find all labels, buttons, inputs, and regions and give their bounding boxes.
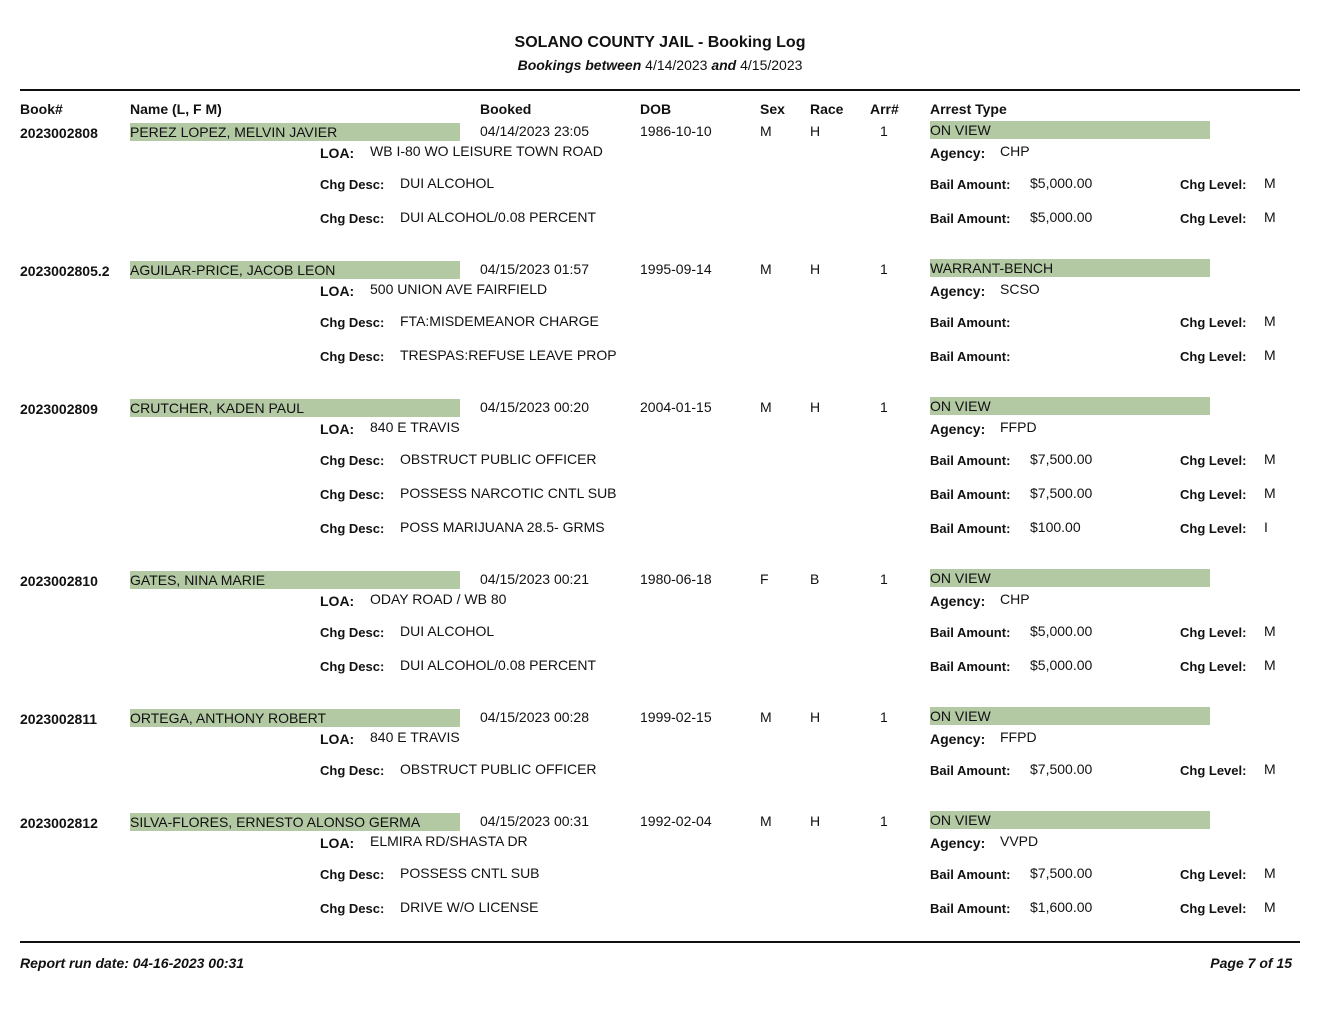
- arrest-type: ON VIEW: [930, 569, 1210, 587]
- inmate-name: AGUILAR-PRICE, JACOB LEON: [130, 261, 460, 279]
- bail-amount: $7,500.00: [1030, 865, 1093, 881]
- booking-record: [0, 123, 1320, 253]
- charge-level: M: [1264, 485, 1276, 501]
- arrest-count: 1: [880, 571, 888, 587]
- charge-level-label: Chg Level:: [1180, 763, 1247, 778]
- bail-amount: $5,000.00: [1030, 657, 1093, 673]
- bail-amount-label: Bail Amount:: [930, 901, 1011, 916]
- bail-amount-label: Bail Amount:: [930, 177, 1011, 192]
- charge-desc-label: Chg Desc:: [320, 763, 385, 778]
- arresting-agency: VVPD: [1000, 833, 1039, 849]
- arresting-agency: FFPD: [1000, 729, 1037, 745]
- report-title: SOLANO COUNTY JAIL - Booking Log: [514, 34, 806, 51]
- charge-level: M: [1264, 209, 1276, 225]
- header-rule: [20, 89, 1300, 91]
- date-to: 4/15/2023: [740, 57, 803, 73]
- loa-label: LOA:: [320, 145, 355, 161]
- loa-label: LOA:: [320, 731, 355, 747]
- charge-level-label: Chg Level:: [1180, 659, 1247, 674]
- agency-label: Agency:: [930, 835, 986, 851]
- race: H: [810, 123, 821, 139]
- report-run-date: Report run date: 04-16-2023 00:31: [20, 955, 245, 971]
- date-of-birth: 2004-01-15: [640, 399, 712, 415]
- arrest-type: ON VIEW: [930, 397, 1210, 415]
- charge-desc-label: Chg Desc:: [320, 453, 385, 468]
- sex: M: [760, 123, 772, 139]
- sex: M: [760, 813, 772, 829]
- bail-amount-label: Bail Amount:: [930, 349, 1011, 364]
- charge-level-label: Chg Level:: [1180, 315, 1247, 330]
- inmate-name: SILVA-FLORES, ERNESTO ALONSO GERMA: [130, 813, 460, 831]
- location-of-arrest: 840 E TRAVIS: [370, 729, 460, 745]
- bail-amount-label: Bail Amount:: [930, 867, 1011, 882]
- bail-amount-label: Bail Amount:: [930, 659, 1011, 674]
- bail-amount: $5,000.00: [1030, 175, 1093, 191]
- charge-description: DUI ALCOHOL/0.08 PERCENT: [400, 209, 597, 225]
- booked-datetime: 04/15/2023 00:20: [480, 399, 589, 415]
- charge-level: M: [1264, 657, 1276, 673]
- location-of-arrest: ODAY ROAD / WB 80: [370, 591, 507, 607]
- booking-number: 2023002812: [20, 815, 98, 831]
- sex: M: [760, 261, 772, 277]
- charge-description: OBSTRUCT PUBLIC OFFICER: [400, 761, 597, 777]
- bail-amount-label: Bail Amount:: [930, 763, 1011, 778]
- charge-level: M: [1264, 313, 1276, 329]
- charge-desc-label: Chg Desc:: [320, 315, 385, 330]
- bail-amount-label: Bail Amount:: [930, 211, 1011, 226]
- col-header-arrest-type: Arrest Type: [930, 101, 1007, 117]
- agency-label: Agency:: [930, 421, 986, 437]
- col-header-arr: Arr#: [870, 101, 899, 117]
- charge-desc-label: Chg Desc:: [320, 625, 385, 640]
- booking-number: 2023002810: [20, 573, 98, 589]
- charge-desc-label: Chg Desc:: [320, 867, 385, 882]
- charge-level: M: [1264, 865, 1276, 881]
- bail-amount: $7,500.00: [1030, 485, 1093, 501]
- arrest-count: 1: [880, 261, 888, 277]
- arrest-count: 1: [880, 123, 888, 139]
- booking-record: [0, 571, 1320, 701]
- charge-description: POSSESS NARCOTIC CNTL SUB: [400, 485, 617, 501]
- booked-datetime: 04/15/2023 00:28: [480, 709, 589, 725]
- inmate-name: GATES, NINA MARIE: [130, 571, 460, 589]
- arrest-type: ON VIEW: [930, 707, 1210, 725]
- charge-level-label: Chg Level:: [1180, 867, 1247, 882]
- charge-level: M: [1264, 899, 1276, 915]
- charge-level-label: Chg Level:: [1180, 901, 1247, 916]
- charge-desc-label: Chg Desc:: [320, 659, 385, 674]
- loa-label: LOA:: [320, 835, 355, 851]
- charge-description: DUI ALCOHOL/0.08 PERCENT: [400, 657, 597, 673]
- charge-desc-label: Chg Desc:: [320, 901, 385, 916]
- arresting-agency: FFPD: [1000, 419, 1037, 435]
- date-of-birth: 1980-06-18: [640, 571, 712, 587]
- arrest-count: 1: [880, 813, 888, 829]
- bail-amount: $7,500.00: [1030, 761, 1093, 777]
- booking-number: 2023002808: [20, 125, 98, 141]
- location-of-arrest: ELMIRA RD/SHASTA DR: [370, 833, 528, 849]
- charge-description: TRESPAS:REFUSE LEAVE PROP: [400, 347, 617, 363]
- inmate-name: PEREZ LOPEZ, MELVIN JAVIER: [130, 123, 460, 141]
- charge-desc-label: Chg Desc:: [320, 349, 385, 364]
- col-header-book: Book#: [20, 101, 63, 117]
- date-of-birth: 1999-02-15: [640, 709, 712, 725]
- charge-desc-label: Chg Desc:: [320, 487, 385, 502]
- charge-level: M: [1264, 175, 1276, 191]
- arrest-count: 1: [880, 709, 888, 725]
- charge-description: POSSESS CNTL SUB: [400, 865, 540, 881]
- sex: M: [760, 399, 772, 415]
- bail-amount: $7,500.00: [1030, 451, 1093, 467]
- race: H: [810, 399, 821, 415]
- agency-label: Agency:: [930, 731, 986, 747]
- charge-desc-label: Chg Desc:: [320, 521, 385, 536]
- charge-description: POSS MARIJUANA 28.5- GRMS: [400, 519, 605, 535]
- booking-number: 2023002809: [20, 401, 98, 417]
- agency-label: Agency:: [930, 283, 986, 299]
- charge-desc-label: Chg Desc:: [320, 211, 385, 226]
- location-of-arrest: WB I-80 WO LEISURE TOWN ROAD: [370, 143, 603, 159]
- sex: F: [760, 571, 769, 587]
- booked-datetime: 04/14/2023 23:05: [480, 123, 589, 139]
- race: B: [810, 571, 820, 587]
- bail-amount: $5,000.00: [1030, 623, 1093, 639]
- bail-amount: $100.00: [1030, 519, 1081, 535]
- arresting-agency: SCSO: [1000, 281, 1040, 297]
- bail-amount-label: Bail Amount:: [930, 487, 1011, 502]
- bail-amount-label: Bail Amount:: [930, 625, 1011, 640]
- arrest-type: ON VIEW: [930, 121, 1210, 139]
- charge-level: I: [1264, 519, 1268, 535]
- bail-amount-label: Bail Amount:: [930, 315, 1011, 330]
- charge-description: FTA:MISDEMEANOR CHARGE: [400, 313, 599, 329]
- race: H: [810, 261, 821, 277]
- date-of-birth: 1995-09-14: [640, 261, 712, 277]
- page-number: Page 7 of 15: [1210, 955, 1292, 971]
- booking-record: [0, 813, 1320, 943]
- booking-record: [0, 398, 1320, 536]
- inmate-name: CRUTCHER, KADEN PAUL: [130, 399, 460, 417]
- arresting-agency: CHP: [1000, 143, 1030, 159]
- agency-label: Agency:: [930, 145, 986, 161]
- subtitle-and: and: [711, 57, 737, 73]
- charge-level: M: [1264, 451, 1276, 467]
- bail-amount-label: Bail Amount:: [930, 453, 1011, 468]
- charge-description: DUI ALCOHOL: [400, 623, 495, 639]
- col-header-race: Race: [810, 101, 844, 117]
- col-header-booked: Booked: [480, 101, 532, 117]
- location-of-arrest: 500 UNION AVE FAIRFIELD: [370, 281, 548, 297]
- charge-desc-label: Chg Desc:: [320, 177, 385, 192]
- arrest-type: ON VIEW: [930, 811, 1210, 829]
- report-subtitle: [0, 57, 1320, 73]
- charge-level-label: Chg Level:: [1180, 453, 1247, 468]
- charge-level: M: [1264, 761, 1276, 777]
- loa-label: LOA:: [320, 283, 355, 299]
- inmate-name: ORTEGA, ANTHONY ROBERT: [130, 709, 460, 727]
- charge-description: OBSTRUCT PUBLIC OFFICER: [400, 451, 597, 467]
- booking-record: [0, 261, 1320, 391]
- charge-level-label: Chg Level:: [1180, 521, 1247, 536]
- col-header-name: Name (L, F M): [130, 101, 222, 117]
- charge-level: M: [1264, 623, 1276, 639]
- charge-level: M: [1264, 347, 1276, 363]
- race: H: [810, 813, 821, 829]
- charge-level-label: Chg Level:: [1180, 177, 1247, 192]
- bail-amount-label: Bail Amount:: [930, 521, 1011, 536]
- booked-datetime: 04/15/2023 00:21: [480, 571, 589, 587]
- col-header-sex: Sex: [760, 101, 785, 117]
- arresting-agency: CHP: [1000, 591, 1030, 607]
- charge-description: DUI ALCOHOL: [400, 175, 495, 191]
- booking-number: 2023002805.2: [20, 263, 110, 279]
- charge-level-label: Chg Level:: [1180, 625, 1247, 640]
- subtitle-prefix: Bookings between: [517, 57, 642, 73]
- location-of-arrest: 840 E TRAVIS: [370, 419, 460, 435]
- date-of-birth: 1992-02-04: [640, 813, 712, 829]
- booked-datetime: 04/15/2023 01:57: [480, 261, 589, 277]
- agency-label: Agency:: [930, 593, 986, 609]
- arrest-type: WARRANT-BENCH: [930, 259, 1210, 277]
- booking-number: 2023002811: [20, 711, 98, 727]
- sex: M: [760, 709, 772, 725]
- footer-rule: [20, 941, 1300, 943]
- col-header-dob: DOB: [640, 101, 672, 117]
- bail-amount: $5,000.00: [1030, 209, 1093, 225]
- date-of-birth: 1986-10-10: [640, 123, 712, 139]
- loa-label: LOA:: [320, 421, 355, 437]
- loa-label: LOA:: [320, 593, 355, 609]
- arrest-count: 1: [880, 399, 888, 415]
- charge-description: DRIVE W/O LICENSE: [400, 899, 539, 915]
- charge-level-label: Chg Level:: [1180, 211, 1247, 226]
- race: H: [810, 709, 821, 725]
- charge-level-label: Chg Level:: [1180, 349, 1247, 364]
- bail-amount: $1,600.00: [1030, 899, 1093, 915]
- charge-level-label: Chg Level:: [1180, 487, 1247, 502]
- date-from: 4/14/2023: [645, 57, 708, 73]
- booked-datetime: 04/15/2023 00:31: [480, 813, 589, 829]
